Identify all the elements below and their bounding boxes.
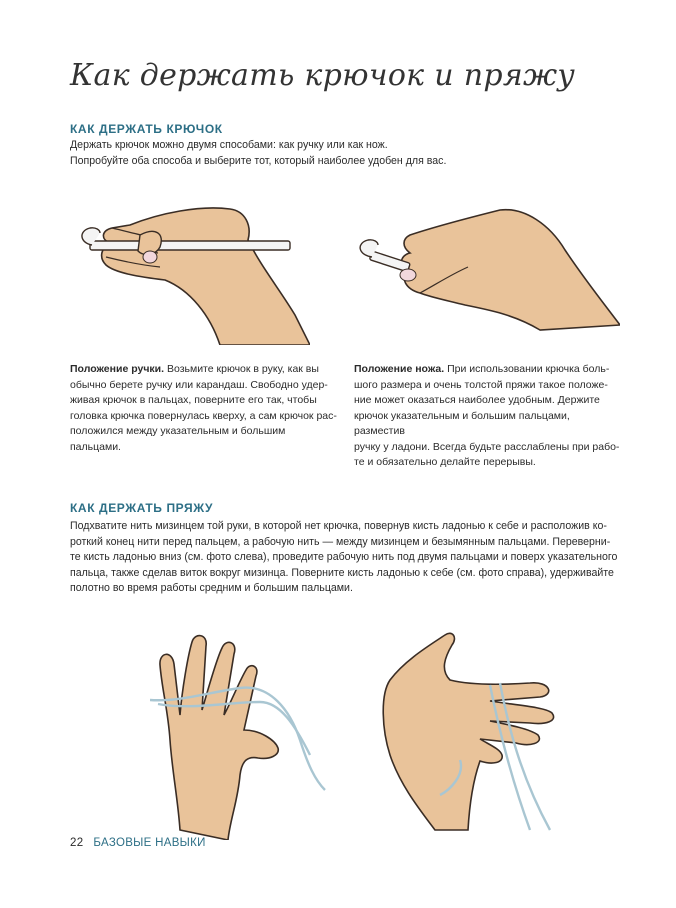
crochet-hook [369, 251, 410, 272]
fingernail [400, 269, 416, 281]
hook-intro [70, 138, 446, 169]
hand-shape [401, 210, 620, 330]
yarn-palm-illustration [380, 625, 570, 835]
yarn-line: те кисть ладонью вниз (см. фото слева), проведите рабочую нить под двумя пальцами и поверх указательного [70, 551, 618, 563]
page-title: Как держать крючок и пряжу [70, 58, 576, 93]
pen-line: Возьмите крючок в руку, как вы [164, 363, 319, 375]
yarn-line: пальца, также сделав виток вокруг мизинца. Поверните кисть ладонью к себе (см. фото справа), удерживайте [70, 566, 614, 579]
hand-shape [160, 636, 278, 840]
hand-shape [383, 633, 553, 830]
knife-line: шого размера и очень толстой пряжи такое положе- [354, 378, 608, 391]
knife-line: ние может оказаться наиболее удобным. Держите [354, 394, 600, 406]
page-number: 22 [70, 837, 84, 849]
hook-intro-line: Попробуйте оба способа и выберите тот, который наиболее удобен для вас. [70, 154, 447, 167]
knife-lead: Положение ножа. [354, 363, 445, 375]
knife-line: ручку у ладони. Всегда будьте расслаблены при рабо- [354, 440, 620, 453]
pen-line: обычно берете ручку или карандаш. Свободно удер- [70, 378, 328, 391]
pen-lead: Положение ручки. [70, 363, 165, 375]
fingernail [143, 251, 157, 263]
hook-intro-line: Держать крючок можно двумя способами: как ручку или как нож. [70, 139, 388, 151]
yarn-line: Подхватите нить мизинцем той руки, в которой нет крючка, повернув кисть ладонью к себе и расположив ко- [70, 520, 607, 532]
pen-position-text [70, 362, 338, 455]
hook-section-heading: КАК ДЕРЖАТЬ КРЮЧОК [70, 122, 223, 136]
yarn-hand-back-illustration [150, 630, 330, 840]
page-footer [70, 837, 206, 849]
yarn-section-heading: КАК ДЕРЖАТЬ ПРЯЖУ [70, 501, 214, 515]
yarn-line: полотно во время работы средним и большим пальцами. [70, 582, 353, 594]
crochet-hook [90, 241, 290, 250]
yarn-instructions [70, 519, 630, 597]
hand-shape [102, 208, 310, 345]
footer-section: БАЗОВЫЕ НАВЫКИ [93, 837, 206, 849]
knife-line: При использовании крючка боль- [444, 363, 610, 375]
knife-position-text [354, 362, 622, 471]
pen-line: головка крючка повернулась кверху, а сам крючок рас- [70, 409, 337, 422]
pen-line: живая крючок в пальцах, поверните его так, чтобы [70, 394, 317, 406]
yarn-line: роткий конец нити перед пальцем, а рабочую нить — между мизинцем и безымянным пальцами. Переверни- [70, 535, 611, 548]
knife-grip-illustration [350, 205, 620, 335]
pen-line: положился между указательным и большим пальцами. [70, 425, 286, 453]
pen-grip-illustration [70, 195, 310, 345]
knife-line: крючок указательным и большим пальцами, разместив [354, 409, 570, 437]
knife-line: те и обязательно делайте перерывы. [354, 456, 536, 468]
